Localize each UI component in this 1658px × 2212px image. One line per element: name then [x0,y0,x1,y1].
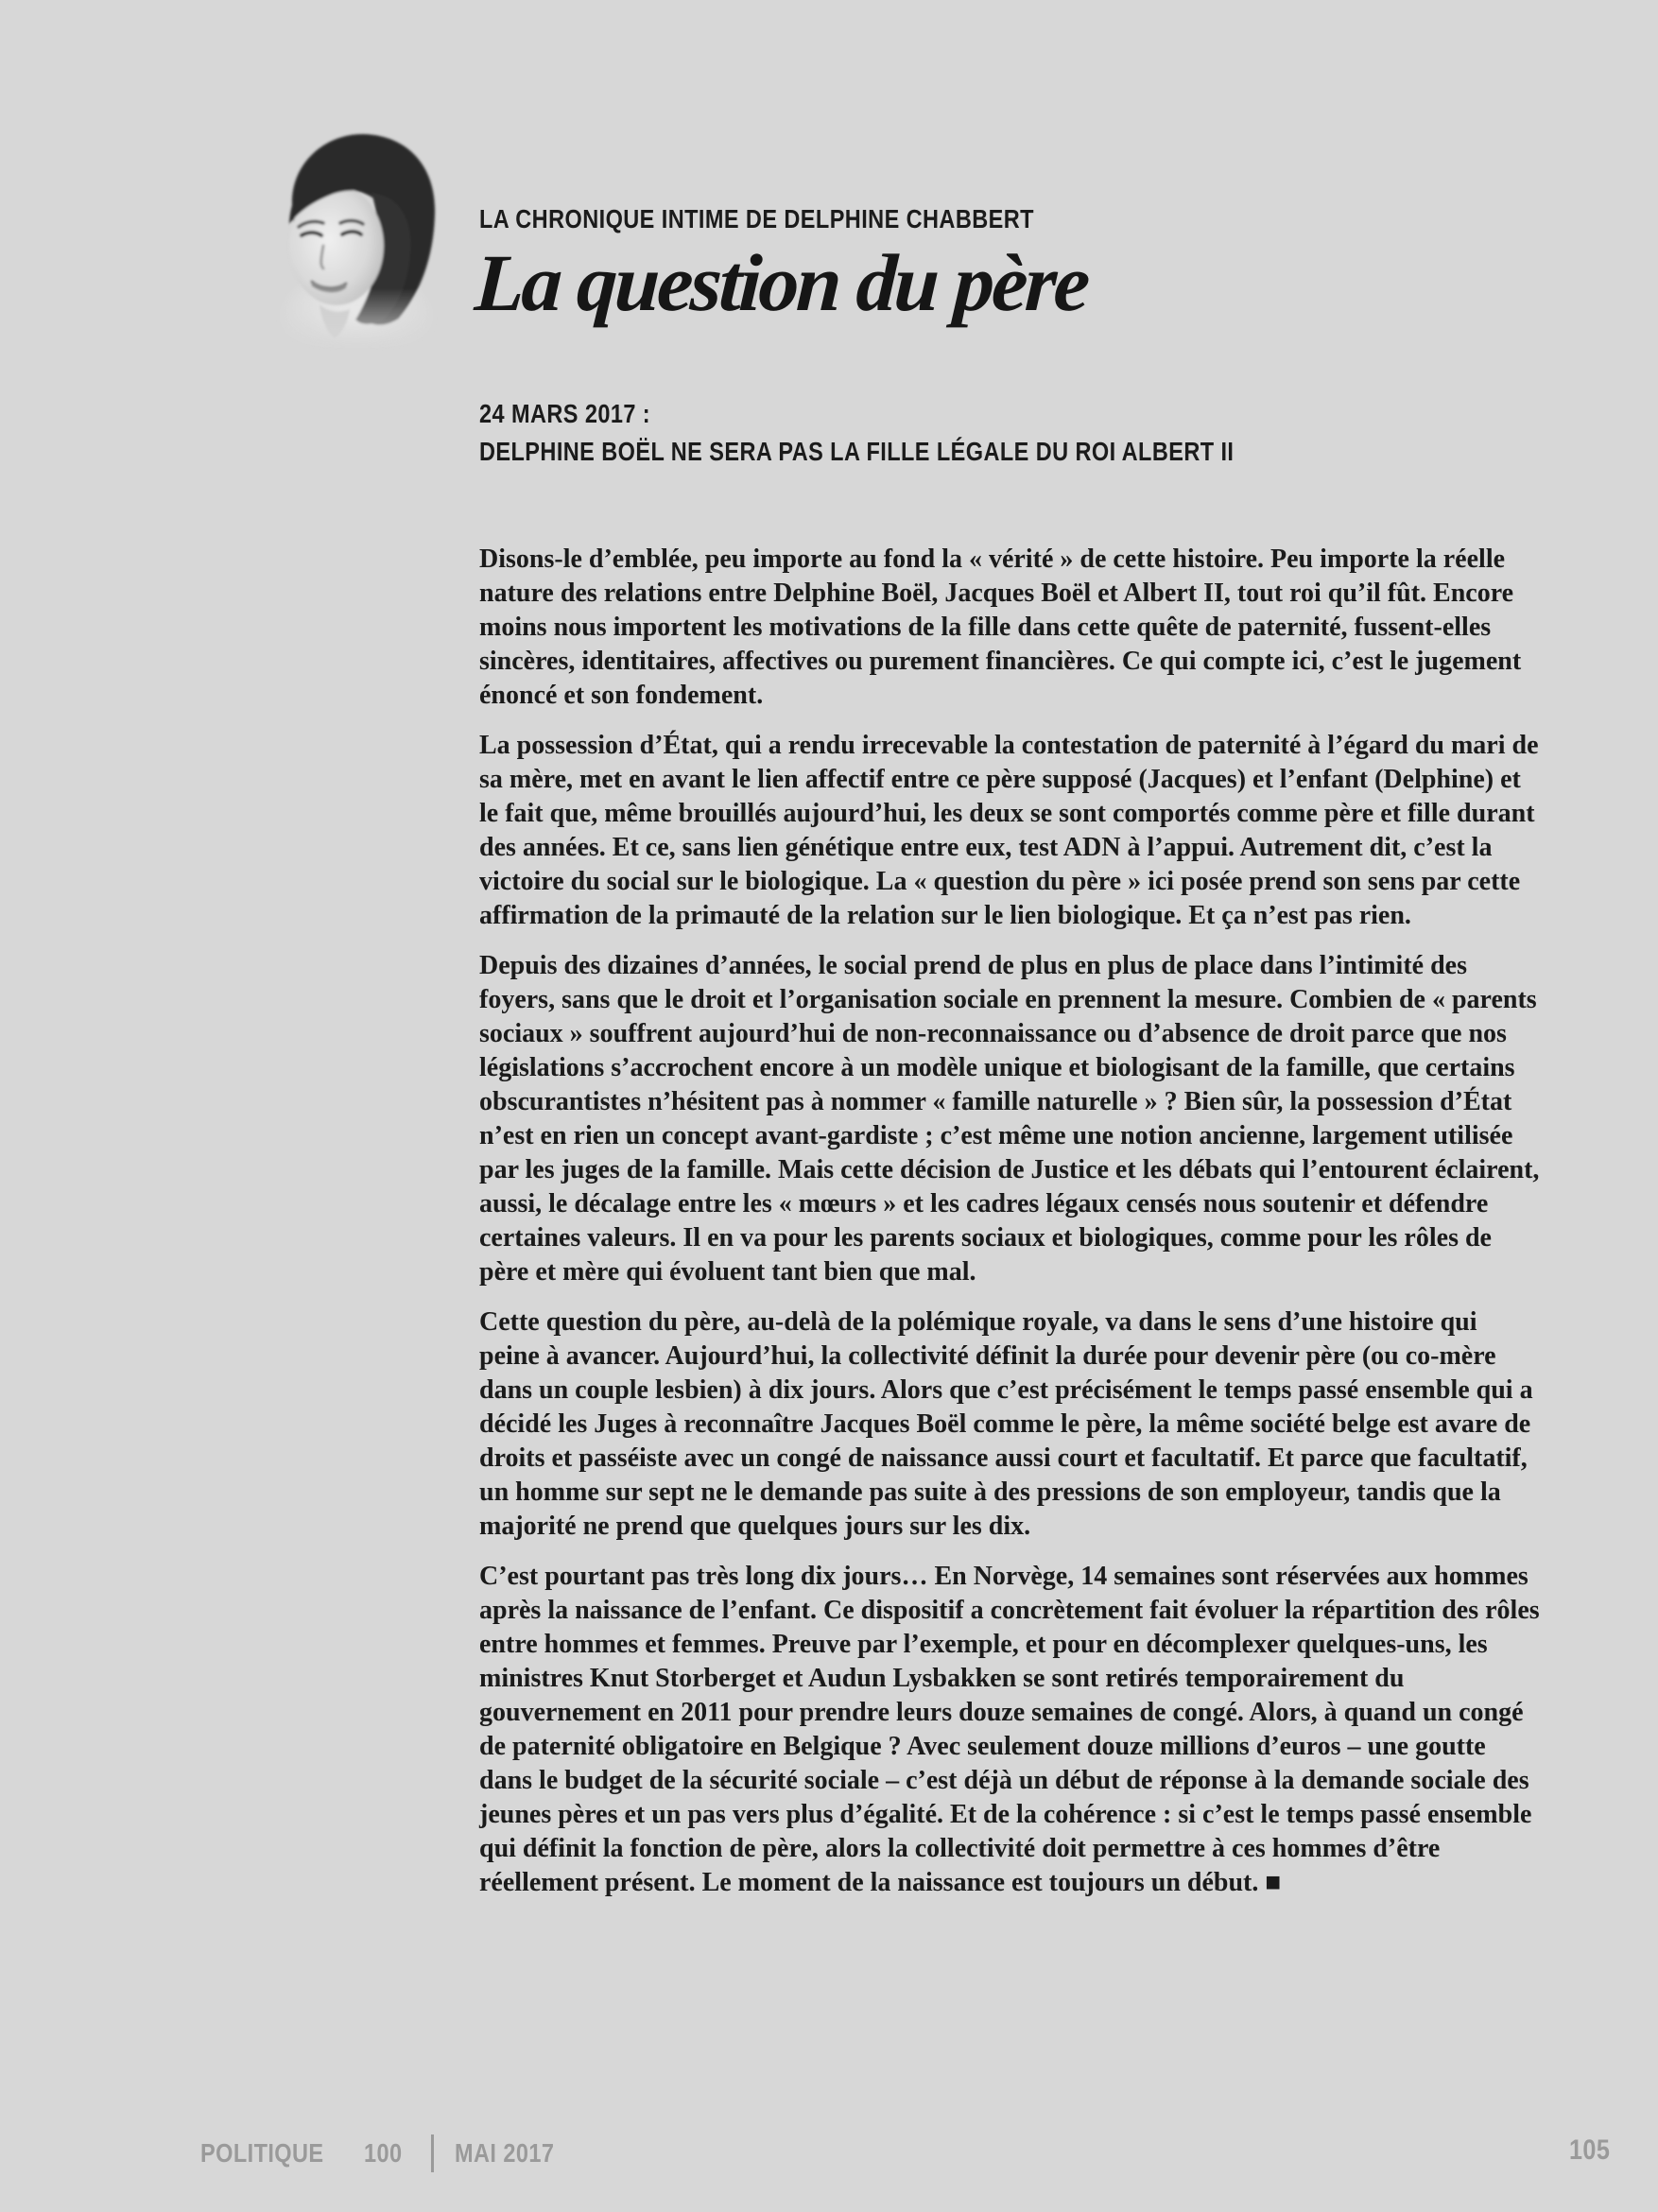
footer-left [200,2134,573,2172]
date-line-text: 24 MARS 2017 : [479,399,651,428]
paragraph-2: La possession d’État, qui a rendu irrecevable la contestation de paternité à l’égard du mari de sa mère, met en avant le lien affectif entre ce père supposé (Jacques) et l’enfant (Delphine) et le fait que, même brouillés aujourd’hui, les deux se sont comportés comme père et fille durant des années. Et ce, sans lien génétique entre eux, test ADN à l’appui. Autrement dit, c’est la victoire du social sur le biologique. La « question du père » ici posée prend son sens par cette affirmation de la primauté de la relation sur le lien biologique. Et ça n’est pas rien. [479,731,1539,930]
subtitle [479,437,1377,467]
footer-divider [431,2134,434,2172]
paragraph-1: Disons-le d’emblée, peu importe au fond la « vérité » de cette histoire. Peu importe la réelle nature des relations entre Delphine Boël, Jacques Boël et Albert II, tout roi qu’il fût. Encore moins nous importent les motivations de la fille dans cette quête de paternité, fussent-elles sincères, identitaires, affectives ou purement financières. Ce qui compte ici, c’est le jugement énoncé et son fondement. [479,544,1522,710]
page-number [1569,2134,1618,2167]
paragraph-4: Cette question du père, au-delà de la polémique royale, va dans le sens d’une histoire qui peine à avancer. Aujourd’hui, la collectivité définit la durée pour devenir père (ou co-mère dans un couple lesbien) à dix jours. Alors que c’est précisément le temps passé ensemble qui a décidé les Juges à reconnaître Jacques Boël comme le père, la même société belge est avare de droits et passéiste avec un congé de naissance aussi court et facultatif. Et parce que facultatif, un homme sur sept ne le demande pas suite à des pressions de son employeur, tandis que la majorité ne prend que quelques jours sur les dix. [479,1307,1533,1541]
kicker-text: LA CHRONIQUE INTIME DE DELPHINE CHABBERT [479,204,1034,233]
author-portrait [257,125,456,352]
magazine-name: POLITIQUE [200,2138,324,2168]
issue-date: MAI 2017 [454,2138,554,2168]
kicker [479,204,1140,234]
issue-number: 100 [364,2138,403,2168]
subtitle-text: DELPHINE BOËL NE SERA PAS LA FILLE LÉGALE DU ROI ALBERT II [479,437,1235,466]
article-body [479,543,1540,1916]
page-number-text: 105 [1569,2134,1611,2166]
paragraph-3: Depuis des dizaines d’années, le social prend de plus en plus de place dans l’intimité des foyers, sans que le droit et l’organisation sociale en prennent la mesure. Combien de « parents sociaux » souffrent aujourd’hui de non-reconnaissance ou d’absence de droit parce que nos législations s’accrochent encore à un modèle unique et biologisant de la famille, que certains obscurantistes n’hésitent pas à nommer « famille naturelle » ? Bien sûr, la possession d’État n’est en rien un concept avant-gardiste ; c’est même une notion ancienne, largement utilisée par les juges de la famille. Mais cette décision de Justice et les débats qui l’entourent éclairent, aussi, le décalage entre les « mœurs » et les cadres légaux censés nous soutenir et défendre certaines valeurs. Il en va pour les parents sociaux et biologiques, comme pour les rôles de père et mère qui évoluent tant bien que mal. [479,951,1540,1287]
date-line [479,399,683,429]
author-portrait-image [257,125,456,352]
page-title: La question du père [472,237,1090,328]
paragraph-5: C’est pourtant pas très long dix jours… En Norvège, 14 semaines sont réservées aux hommes après la naissance de l’enfant. Ce dispositif a concrètement fait évoluer la répartition des rôles entre hommes et femmes. Preuve par l’exemple, et pour en décomplexer quelques-uns, les ministres Knut Storberget et Audun Lysbakken se sont retirés temporairement du gouvernement en 2011 pour prendre leurs douze semaines de congé. Alors, à quand un congé de paternité obligatoire en Belgique ? Avec seulement douze millions d’euros – une goutte dans le budget de la sécurité sociale – c’est déjà un début de réponse à la demande sociale des jeunes pères et un pas vers plus d’égalité. Et de la cohérence : si c’est le temps passé ensemble qui définit la fonction de père, alors la collectivité doit permettre à ces hommes d’être réellement présent. Le moment de la naissance est toujours un début. ■ [479,1562,1540,1897]
